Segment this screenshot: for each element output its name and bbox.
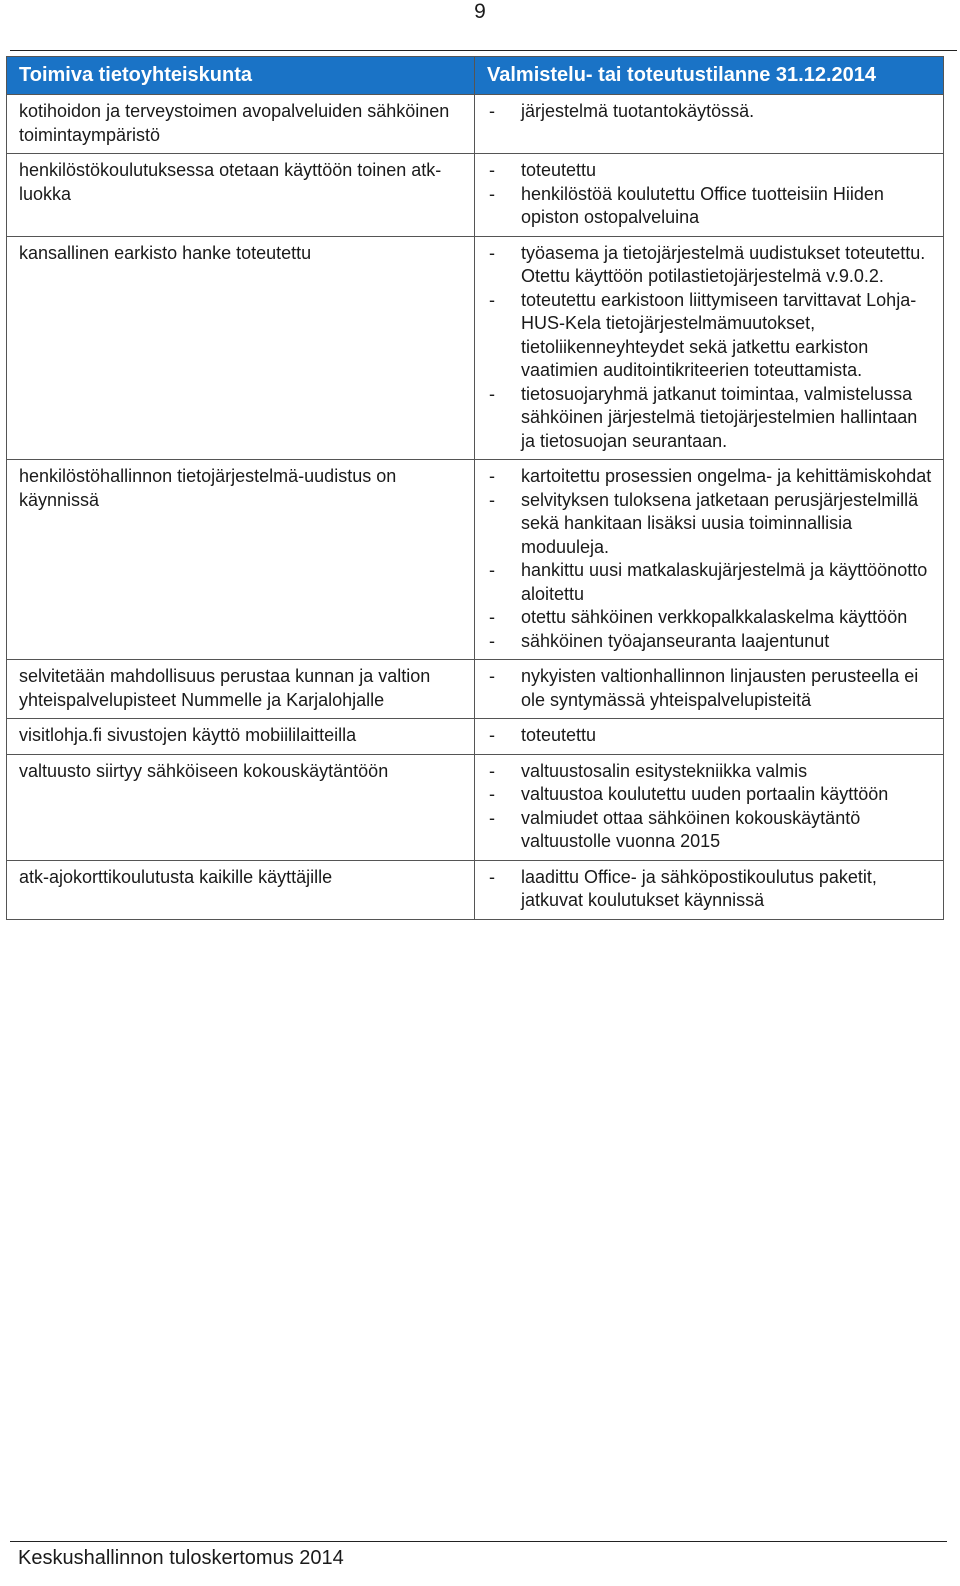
status-list	[485, 866, 935, 913]
goal-cell: henkilöstökoulutuksessa otetaan käyttöön toinen atk-luokka	[7, 154, 475, 237]
goal-cell: atk-ajokorttikoulutusta kaikille käyttäjille	[7, 860, 475, 919]
status-item: - otettu sähköinen verkkopalkkalaskelma käyttöön	[485, 606, 935, 630]
status-item: - hankittu uusi matkalaskujärjestelmä ja käyttöönotto aloitettu	[485, 559, 935, 606]
table-row	[7, 719, 944, 755]
page-footer: Keskushallinnon tuloskertomus 2014	[18, 1547, 344, 1569]
status-item: - sähköinen työajanseuranta laajentunut	[485, 630, 935, 654]
status-item: - valtuustosalin esitystekniikka valmis	[485, 760, 935, 784]
goal-cell: visitlohja.fi sivustojen käyttö mobiililaitteilla	[7, 719, 475, 755]
status-item: - selvityksen tuloksena jatketaan perusjärjestelmillä sekä hankitaan lisäksi uusia toiminnallisia moduuleja.	[485, 489, 935, 560]
table-row	[7, 660, 944, 719]
goal-cell: kotihoidon ja terveystoimen avopalveluiden sähköinen toimintaympäristö	[7, 95, 475, 154]
table-row	[7, 236, 944, 460]
table-row	[7, 754, 944, 860]
footer-rule	[10, 1541, 947, 1542]
status-item: - toteutettu	[485, 724, 935, 748]
goal-cell: valtuusto siirtyy sähköiseen kokouskäytäntöön	[7, 754, 475, 860]
top-rule	[10, 50, 957, 51]
status-item: - valtuustoa koulutettu uuden portaalin käyttöön	[485, 783, 935, 807]
status-cell	[475, 660, 944, 719]
status-table	[6, 56, 944, 920]
status-item: - laadittu Office- ja sähköpostikoulutus paketit, jatkuvat koulutukset käynnissä	[485, 866, 935, 913]
goal-cell: selvitetään mahdollisuus perustaa kunnan ja valtion yhteispalvelupisteet Nummelle ja Karjalohjalle	[7, 660, 475, 719]
table-row	[7, 95, 944, 154]
status-list	[485, 760, 935, 854]
status-cell	[475, 754, 944, 860]
status-cell	[475, 236, 944, 460]
status-item: - toteutettu	[485, 159, 935, 183]
table-row	[7, 860, 944, 919]
table-header-row	[7, 57, 944, 95]
status-list	[485, 665, 935, 712]
status-cell	[475, 154, 944, 237]
status-list	[485, 724, 935, 748]
status-cell	[475, 460, 944, 660]
status-list	[485, 465, 935, 653]
status-item: - toteutettu earkistoon liittymiseen tarvittavat Lohja-HUS-Kela tietojärjestelmämuutokset, tietoliikenneyhteydet sekä jatkettu earkiston vaatimien auditointikriteerien toteuttamista.	[485, 289, 935, 383]
table-row	[7, 460, 944, 660]
status-item: - työasema ja tietojärjestelmä uudistukset toteutettu. Otettu käyttöön potilastietojärjestelmä v.9.0.2.	[485, 242, 935, 289]
status-cell	[475, 719, 944, 755]
status-list	[485, 159, 935, 230]
status-item: - kartoitettu prosessien ongelma- ja kehittämiskohdat	[485, 465, 935, 489]
header-status: Valmistelu- tai toteutustilanne 31.12.2014	[475, 57, 944, 95]
goal-cell: kansallinen earkisto hanke toteutettu	[7, 236, 475, 460]
status-item: - valmiudet ottaa sähköinen kokouskäytäntö valtuustolle vuonna 2015	[485, 807, 935, 854]
status-list	[485, 242, 935, 454]
table-row	[7, 154, 944, 237]
status-item: - nykyisten valtionhallinnon linjausten perusteella ei ole syntymässä yhteispalvelupisteitä	[485, 665, 935, 712]
status-item: - tietosuojaryhmä jatkanut toimintaa, valmistelussa sähköinen järjestelmä tietojärjestelmien hallintaan ja tietosuojan seurantaan.	[485, 383, 935, 454]
status-list	[485, 100, 935, 124]
header-goal: Toimiva tietoyhteiskunta	[7, 57, 475, 95]
goal-cell: henkilöstöhallinnon tietojärjestelmä-uudistus on käynnissä	[7, 460, 475, 660]
status-item: - järjestelmä tuotantokäytössä.	[485, 100, 935, 124]
status-item: - henkilöstöä koulutettu Office tuotteisiin Hiiden opiston ostopalveluina	[485, 183, 935, 230]
status-cell	[475, 95, 944, 154]
status-cell	[475, 860, 944, 919]
page-number: 9	[474, 0, 486, 23]
